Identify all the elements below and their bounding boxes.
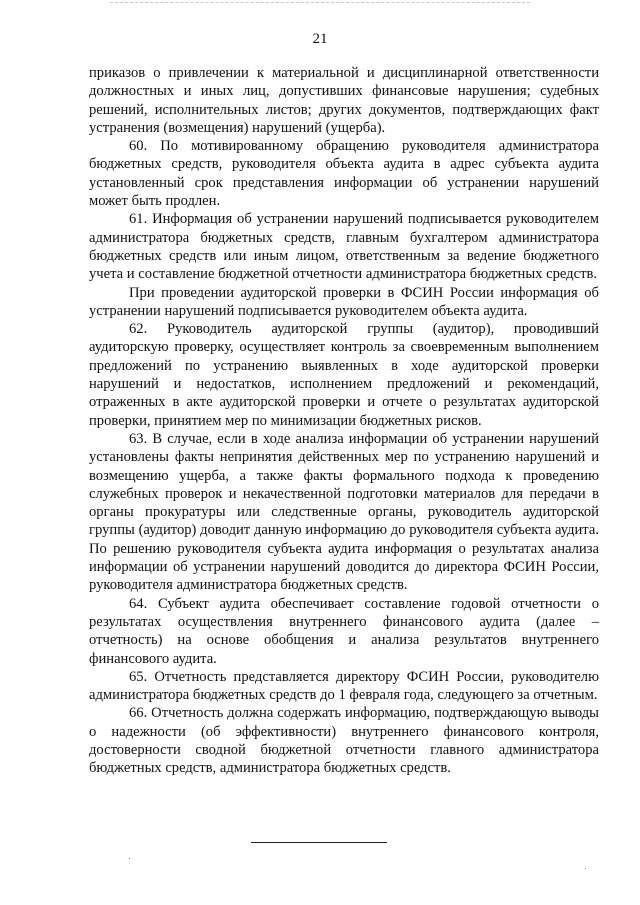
paragraph-item-63: 63. В случае, если в ходе анализа информации об устранении нарушений установлены факты непринятия действенных мер по устранению нарушений и возмещению ущерба, а также факты формального подхода к проведению служебных проверок и некачественной подготовки материалов для передачи в органы прокуратуры или следственные органы, руководитель аудиторской группы (аудитор) доводит данную информацию до руководителя субъекта аудита. По решению руководителя субъекта аудита информация о результатах анализа информации об устранении нарушений доводится до директора ФСИН России, руководителя администратора бюджетных средств.: [89, 430, 599, 594]
paragraph-continuation: приказов о привлечении к материальной и дисциплинарной ответственности должностных и иных лиц, допустивших финансовые нарушения; судебных решений, исполнительных листов; других документов, подтверждающих факт устранения (возмещения) нарушений (ущерба).: [89, 65, 599, 136]
page-number: 21: [312, 31, 328, 47]
paragraph-item-66: 66. Отчетность должна содержать информацию, подтверждающую выводы о надежности (об эффективности) внутреннего финансового контроля, достоверности сводной бюджетной отчетности главного администратора бюджетных средств, администратора бюджетных средств.: [89, 705, 599, 777]
paragraph-item-61: 61. Информация об устранении нарушений подписывается руководителем администратора бюджетных средств, главным бухгалтером администратора бюджетных средств или иным лицом, ответственным за ведение бюджетного учета и составление бюджетной отчетности администратора бюджетных средств.: [89, 211, 599, 283]
scan-speck: [585, 868, 586, 869]
paragraph-item-64: 64. Субъект аудита обеспечивает составление годовой отчетности о результатах осуществления внутреннего финансового аудита (далее – отчетность) на основе обобщения и анализа результатов внутреннего финансового аудита.: [89, 595, 599, 667]
paragraph-item-60: 60. По мотивированному обращению руководителя администратора бюджетных средств, руководителя объекта аудита в адрес субъекта аудита установленный срок представления информации об устранении нарушений может быть продлен.: [89, 138, 599, 210]
end-of-text-rule: [251, 842, 387, 843]
document-body: [89, 64, 599, 778]
paragraph-item-62: 62. Руководитель аудиторской группы (аудитор), проводивший аудиторскую проверку, осуществляет контроль за своевременным выполнением предложений по устранению выявленных в ходе аудиторской проверки нарушений и недостатков, исполнением предложений и рекомендаций, отраженных в акте аудиторской проверки и отчете о результатах аудиторской проверки, принятием мер по минимизации бюджетных рисков.: [89, 321, 599, 429]
paragraph-item-65: 65. Отчетность представляется директору ФСИН России, руководителю администратора бюджетных средств до 1 февраля года, следующего за отчетным.: [89, 668, 599, 704]
scan-speck: [129, 858, 130, 859]
scan-top-edge: [110, 2, 530, 3]
paragraph-item-61-note: При проведении аудиторской проверки в ФСИН России информация об устранении нарушений подписывается руководителем объекта аудита.: [89, 284, 599, 319]
